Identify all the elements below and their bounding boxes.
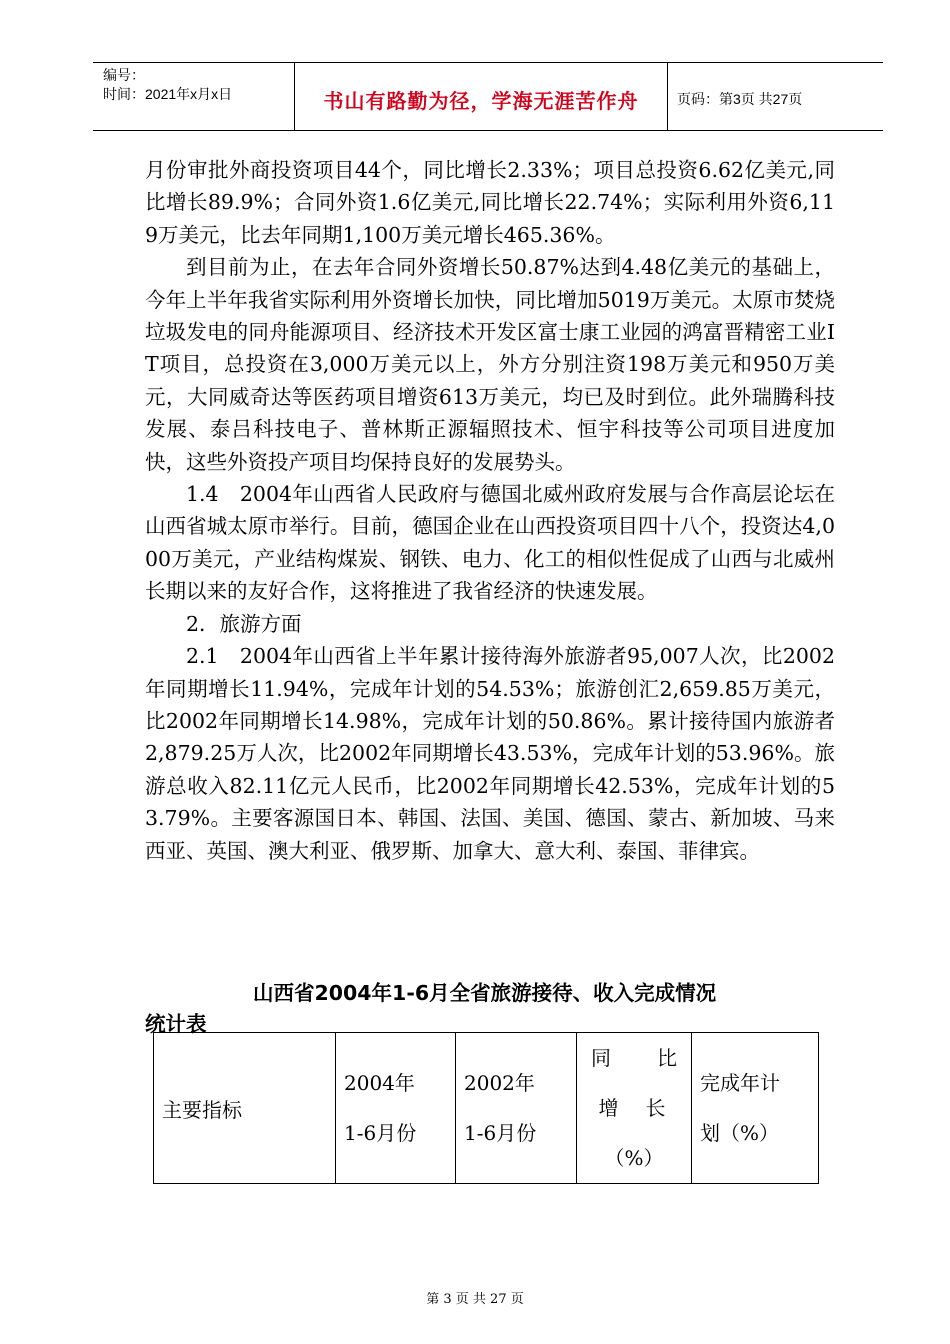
motto-text: 书山有路勤为径，学海无涯苦作舟: [323, 91, 639, 113]
header-yoy-char-tong: 同: [591, 1046, 611, 1070]
time-label: 时间：2021年x月x日: [103, 86, 233, 102]
paragraph-foreign-capital: 到目前为止，在去年合同外资增长50.87%达到4.48亿美元的基础上，今年上半年我省实际利用外资增长加快，同比增加5019万美元。太原市焚烧垃圾发电的同舟能源项目、经济技术开发区富士康工业园的鸿富晋精密工业IT项目，总投资在3,000万美元以上，外方分别注资198万美元和950万美元，大同威奇达等医药项目增资613万美元，均已及时到位。此外瑞腾科技发展、泰吕科技电子、普林斯正源辐照技术、恒宇科技等公司项目进度加快，这些外资投产项目均保持良好的发展势头。: [145, 255, 835, 474]
header-meta-cell: [93, 63, 295, 130]
header-indicator-label: 主要指标: [162, 1097, 242, 1122]
header-2002-year: 2002年: [464, 1071, 535, 1095]
header-cell-plan-completion: [692, 1033, 819, 1184]
document-body: [145, 154, 835, 867]
header-plan-line1: 完成年计: [700, 1071, 780, 1095]
page-header: [93, 62, 883, 131]
header-yoy-unit: （%）: [604, 1146, 664, 1170]
header-yoy-char-zhang: 长: [645, 1096, 666, 1120]
header-cell-indicator: [154, 1033, 336, 1184]
serial-number-label: 编号：: [103, 67, 145, 83]
header-cell-2002: [456, 1033, 577, 1184]
header-cell-2004: [336, 1033, 456, 1184]
header-2004-period: 1-6月份: [344, 1121, 417, 1145]
page-footer: 第 3 页 共 27 页: [426, 1292, 524, 1307]
header-2002-period: 1-6月份: [464, 1121, 537, 1145]
header-cell-yoy-growth: [577, 1033, 692, 1184]
table-header-row: [154, 1033, 819, 1184]
header-page-cell: [668, 63, 883, 130]
statistics-table: [153, 1032, 819, 1184]
header-2004-year: 2004年: [344, 1071, 415, 1095]
table-title-line2: 统计表: [145, 1012, 207, 1036]
header-yoy-line2: [585, 1083, 683, 1133]
paragraph-germany-forum: 1.4 2004年山西省人民政府与德国北威州政府发展与合作高层论坛在山西省城太原市举行。目前，德国企业在山西投资项目四十八个，投资达4,000万美元，产业结构煤炭、钢铁、电力、化工的相似性促成了山西与北威州长期以来的友好合作，这将推进了我省经济的快速发展。: [145, 482, 835, 604]
paragraph-investment-stats: 月份审批外商投资项目44个，同比增长2.33%；项目总投资6.62亿美元,同比增长89.9%；合同外资1.6亿美元,同比增长22.74%；实际利用外资6,119万美元，比去年同期1,100万美元增长465.36%。: [145, 158, 835, 247]
header-yoy-char-zeng: 增: [598, 1096, 619, 1120]
header-yoy-line1: [585, 1033, 683, 1083]
header-page-number: 页码：第3页 共27页: [677, 91, 803, 107]
section-heading-tourism: 2．旅游方面: [186, 611, 302, 636]
table-title-line1: 山西省2004年1-6月全省旅游接待、收入完成情况: [253, 981, 717, 1005]
header-plan-line2: 划（%）: [700, 1121, 780, 1145]
paragraph-tourism-stats: 2.1 2004年山西省上半年累计接待海外旅游者95,007人次，比2002年同期增长11.94%，完成年计划的54.53%；旅游创汇2,659.85万美元，比2002年同期增长14.98%，完成年计划的50.86%。累计接待国内旅游者2,879.25万人次，比2002年同期增长43.53%，完成年计划的53.96%。旅游总收入82.11亿元人民币，比2002年同期增长42.53%，完成年计划的53.79%。主要客源国日本、韩国、法国、美国、德国、蒙古、新加坡、马来西亚、英国、澳大利亚、俄罗斯、加拿大、意大利、泰国、菲律宾。: [145, 644, 835, 863]
header-motto-cell: [295, 63, 668, 130]
header-yoy-char-bi: 比: [657, 1046, 677, 1070]
table-title: [145, 978, 835, 1040]
